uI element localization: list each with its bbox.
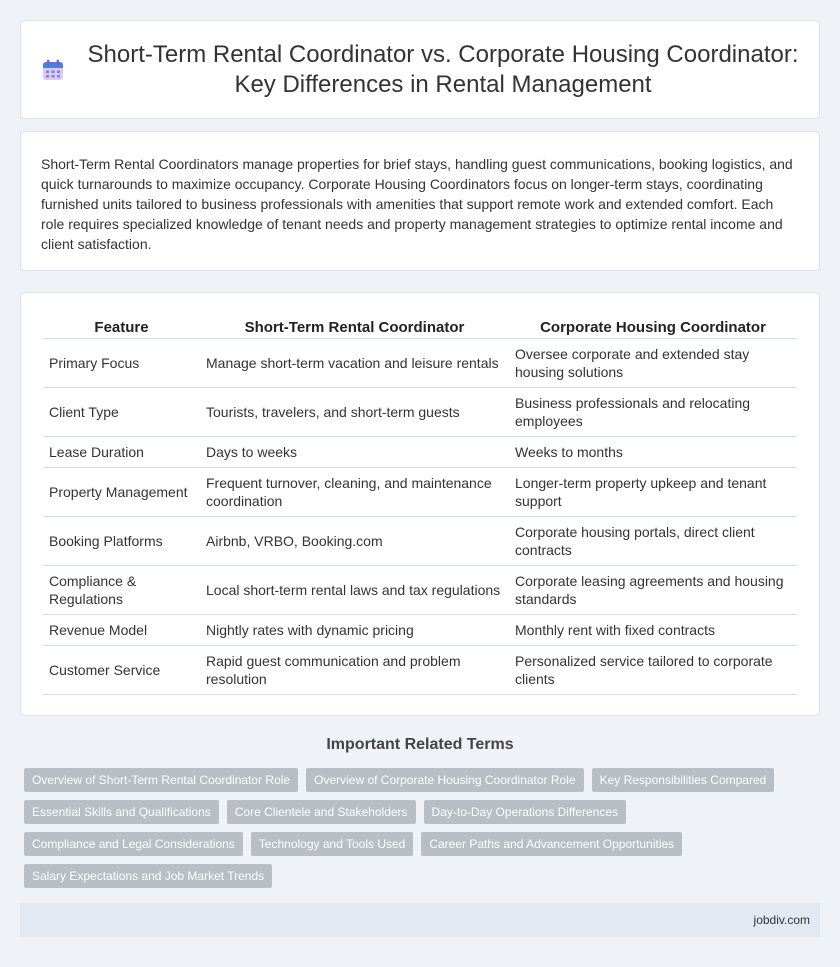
short-term-cell: Airbnb, VRBO, Booking.com <box>200 517 509 566</box>
corporate-cell: Business professionals and relocating employees <box>509 388 797 437</box>
feature-cell: Booking Platforms <box>43 517 200 566</box>
feature-cell: Property Management <box>43 468 200 517</box>
short-term-cell: Manage short-term vacation and leisure rentals <box>200 339 509 388</box>
column-header-corporate: Corporate Housing Coordinator <box>509 313 797 339</box>
corporate-cell: Corporate leasing agreements and housing standards <box>509 566 797 615</box>
corporate-cell: Personalized service tailored to corporate clients <box>509 646 797 695</box>
feature-cell: Client Type <box>43 388 200 437</box>
related-term-tag[interactable]: Overview of Corporate Housing Coordinator Role <box>306 768 583 792</box>
table-row <box>43 339 797 388</box>
corporate-cell: Weeks to months <box>509 437 797 468</box>
header <box>21 21 819 118</box>
table-row <box>43 437 797 468</box>
table-row <box>43 566 797 615</box>
related-term-tag[interactable]: Core Clientele and Stakeholders <box>227 800 416 824</box>
table-row <box>43 468 797 517</box>
header-card <box>20 20 820 119</box>
related-term-tag[interactable]: Career Paths and Advancement Opportunities <box>421 832 682 856</box>
page-title: Short-Term Rental Coordinator vs. Corporate Housing Coordinator: Key Differences in Rental Management <box>87 40 799 98</box>
short-term-cell: Rapid guest communication and problem resolution <box>200 646 509 695</box>
column-header-feature: Feature <box>43 313 200 339</box>
short-term-cell: Nightly rates with dynamic pricing <box>200 615 509 646</box>
table-row <box>43 646 797 695</box>
table-row <box>43 388 797 437</box>
comparison-card <box>20 292 820 716</box>
calendar-icon <box>41 58 65 82</box>
footer <box>20 903 820 937</box>
corporate-cell: Monthly rent with fixed contracts <box>509 615 797 646</box>
related-term-tag[interactable]: Technology and Tools Used <box>251 832 414 856</box>
related-term-tag[interactable]: Compliance and Legal Considerations <box>24 832 243 856</box>
short-term-cell: Frequent turnover, cleaning, and maintenance coordination <box>200 468 509 517</box>
feature-cell: Primary Focus <box>43 339 200 388</box>
corporate-cell: Corporate housing portals, direct client contracts <box>509 517 797 566</box>
feature-cell: Revenue Model <box>43 615 200 646</box>
related-term-tag[interactable]: Key Responsibilities Compared <box>592 768 775 792</box>
related-term-tag[interactable]: Salary Expectations and Job Market Trends <box>24 864 272 888</box>
table-row <box>43 517 797 566</box>
intro-card <box>20 131 820 271</box>
related-term-tag[interactable]: Day-to-Day Operations Differences <box>424 800 627 824</box>
related-term-tag[interactable]: Essential Skills and Qualifications <box>24 800 219 824</box>
intro-paragraph: Short-Term Rental Coordinators manage properties for brief stays, handling guest communications, booking logistics, and quick turnarounds to maximize occupancy. Corporate Housing Coordinators focus on longer-term stays, coordinating furnished units tailored to business professionals with amenities that support remote work and extended comfort. Each role requires specialized knowledge of tenant needs and property management strategies to optimize rental income and client satisfaction. <box>41 156 793 252</box>
short-term-cell: Local short-term rental laws and tax regulations <box>200 566 509 615</box>
table-header-row <box>43 313 797 339</box>
feature-cell: Lease Duration <box>43 437 200 468</box>
comparison-table <box>43 313 797 695</box>
footer-site-link[interactable]: jobdiv.com <box>753 913 810 927</box>
related-terms-tags <box>24 768 824 896</box>
related-term-tag[interactable]: Overview of Short-Term Rental Coordinator Role <box>24 768 298 792</box>
corporate-cell: Longer-term property upkeep and tenant support <box>509 468 797 517</box>
short-term-cell: Tourists, travelers, and short-term guests <box>200 388 509 437</box>
feature-cell: Customer Service <box>43 646 200 695</box>
column-header-short-term: Short-Term Rental Coordinator <box>200 313 509 339</box>
table-row <box>43 615 797 646</box>
corporate-cell: Oversee corporate and extended stay housing solutions <box>509 339 797 388</box>
short-term-cell: Days to weeks <box>200 437 509 468</box>
related-terms-title: Important Related Terms <box>326 736 514 753</box>
feature-cell: Compliance & Regulations <box>43 566 200 615</box>
